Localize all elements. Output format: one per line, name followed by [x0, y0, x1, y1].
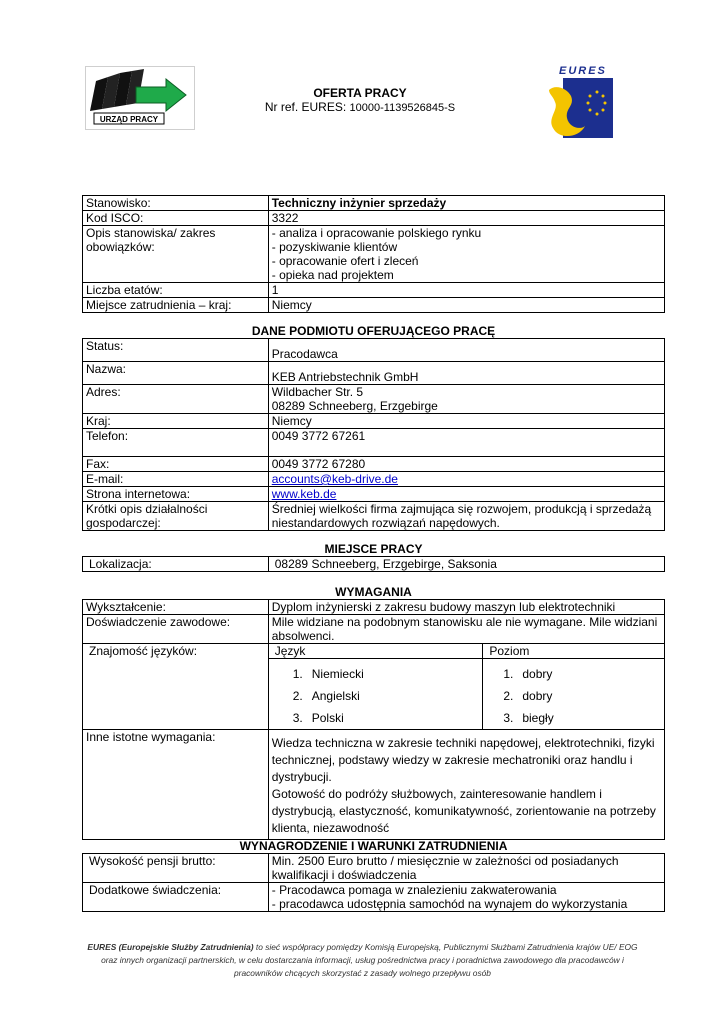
table-row: [83, 283, 665, 298]
table-row: [83, 615, 665, 644]
benefits-value: [268, 883, 664, 912]
language-name: Niemiecki: [311, 667, 364, 681]
job-table: [82, 195, 665, 313]
page-title: OFERTA PRACY: [313, 86, 407, 100]
table-row: [83, 298, 665, 313]
status-value: Pracodawca: [268, 339, 664, 362]
employer-table: [82, 338, 665, 531]
adres-value: [268, 385, 664, 414]
footer-line: oraz innych organizacji partnerskich, w celu dostarczania informacji, usług pośrednictwa pracy i poradnictwa zawodowego dla pracodawców i: [101, 955, 624, 965]
benefit-line: - pracodawca udostępnia samochód na wynajem do wykorzystania: [271, 897, 628, 911]
list-item: - opracowanie ofert i zleceń: [271, 254, 419, 268]
adres-label: Adres:: [83, 385, 269, 414]
ref-number: 10000-1139526845-S: [349, 102, 456, 114]
table-row: [83, 429, 665, 457]
benefits-label: Dodatkowe świadczenia:: [83, 883, 269, 912]
table-row: [83, 339, 665, 362]
fax-value: 0049 3772 67280: [268, 457, 664, 472]
table-row: [83, 226, 665, 283]
kraj-label: Kraj:: [83, 414, 269, 429]
table-row: [83, 472, 665, 487]
level-column-header: Poziom: [483, 644, 665, 659]
experience-label: Doświadczenie zawodowe:: [83, 615, 269, 644]
salary-table: [82, 853, 665, 912]
footer-bold: EURES (Europejskie Służby Zatrudnienia): [87, 942, 254, 952]
language-name: Angielski: [311, 689, 360, 703]
opis-label: Opis stanowiska/ zakres obowiązków:: [83, 226, 269, 283]
reference-number: [200, 100, 520, 114]
table-row: [83, 362, 665, 385]
footer-line: pracowników chcących skorzystać z zasady wolnego przepływu osób: [234, 968, 491, 978]
table-row: [83, 644, 665, 659]
table-row: [83, 502, 665, 531]
list-item: - opieka nad projektem: [271, 268, 394, 282]
table-row: [83, 385, 665, 414]
location-label: Lokalizacja:: [83, 557, 269, 572]
table-row: [83, 487, 665, 502]
table-row: [83, 730, 665, 840]
www-label: Strona internetowa:: [83, 487, 269, 502]
salary-label: Wysokość pensji brutto:: [83, 854, 269, 883]
adres-line: Wildbacher Str. 5: [271, 385, 364, 399]
table-row: [83, 557, 665, 572]
language-column-header: Język: [268, 644, 483, 659]
kraj-value: Niemcy: [268, 414, 664, 429]
isco-label: Kod ISCO:: [83, 211, 269, 226]
other-requirements-label: Inne istotne wymagania:: [83, 730, 269, 840]
email-label: E-mail:: [83, 472, 269, 487]
requirements-section-title: WYMAGANIA: [335, 585, 412, 599]
languages-label: Znajomość języków:: [83, 644, 269, 730]
language-level: dobry: [522, 667, 553, 681]
footer-note: [60, 941, 665, 980]
requirements-table: [82, 599, 665, 840]
business-description-label: Krótki opis działalności gospodarczej:: [83, 502, 269, 531]
table-row: [83, 457, 665, 472]
list-item: 2. dobry: [503, 689, 553, 703]
language-level: biegły: [522, 711, 554, 725]
benefit-line: - Pracodawca pomaga w znalezieniu zakwaterowania: [271, 883, 557, 897]
list-item: - pozyskiwanie klientów: [271, 240, 398, 254]
table-row: [83, 854, 665, 883]
eures-logo: [545, 62, 617, 142]
business-description-value: Średniej wielkości firma zajmująca się rozwojem, produkcją i sprzedażą niestandardowych rozwiązań napędowych.: [268, 502, 664, 531]
fax-label: Fax:: [83, 457, 269, 472]
employer-section-title: DANE PODMIOTU OFERUJĄCEGO PRACĘ: [251, 324, 496, 338]
telefon-label: Telefon:: [83, 429, 269, 457]
urzad-pracy-logo: [85, 66, 195, 130]
status-label: Status:: [83, 339, 269, 362]
etaty-value: 1: [268, 283, 664, 298]
list-item: 2. Angielski: [292, 689, 360, 703]
location-section-title: MIEJSCE PRACY: [324, 542, 423, 556]
nazwa-value: KEB Antriebstechnik GmbH: [268, 362, 664, 385]
other-requirements-value: [268, 730, 664, 840]
email-link[interactable]: accounts@keb-drive.de: [271, 472, 398, 486]
language-list: [268, 659, 483, 730]
table-row: [83, 211, 665, 226]
other-requirements-paragraph: Wiedza techniczna w zakresie techniki napędowej, elektrotechniki, fizyki technicznej, podstawy wiedzy w zakresie mechatroniki oraz handlu i dystrybucji.: [271, 736, 655, 784]
isco-value: 3322: [268, 211, 664, 226]
stanowisko-value: Techniczny inżynier sprzedaży: [268, 196, 664, 211]
telefon-value: 0049 3772 67261: [268, 429, 664, 457]
location-value: 08289 Schneeberg, Erzgebirge, Saksonia: [268, 557, 664, 572]
language-name: Polski: [311, 711, 344, 725]
stanowisko-label: Stanowisko:: [83, 196, 269, 211]
table-row: [83, 414, 665, 429]
table-row: [83, 196, 665, 211]
experience-value: Mile widziane na podobnym stanowisku ale nie wymagane. Mile widziani absolwenci.: [268, 615, 664, 644]
list-item: 3. Polski: [292, 711, 344, 725]
footer-line: to sieć współpracy pomiędzy Komisją Europejską, Publicznymi Służbami Zatrudnienia krajów UE/ EOG: [253, 942, 638, 952]
opis-list: [268, 226, 664, 283]
location-table: [82, 556, 665, 572]
adres-line: 08289 Schneeberg, Erzgebirge: [271, 399, 438, 413]
etaty-label: Liczba etatów:: [83, 283, 269, 298]
nazwa-label: Nazwa:: [83, 362, 269, 385]
miejsce-value: Niemcy: [268, 298, 664, 313]
education-value: Dyplom inżynierski z zakresu budowy maszyn lub elektrotechniki: [268, 600, 664, 615]
list-item: 3. biegły: [503, 711, 554, 725]
language-level: dobry: [522, 689, 553, 703]
list-item: 1. Niemiecki: [292, 667, 364, 681]
logo-left-text: URZĄD PRACY: [99, 115, 159, 124]
level-list: [483, 659, 665, 730]
salary-value: Min. 2500 Euro brutto / miesięcznie w zależności od posiadanych kwalifikacji i doświadczenia: [268, 854, 664, 883]
ref-prefix: Nr ref. EURES:: [264, 100, 350, 114]
education-label: Wykształcenie:: [83, 600, 269, 615]
list-item: 1. dobry: [503, 667, 553, 681]
website-link[interactable]: www.keb.de: [271, 487, 337, 501]
miejsce-label: Miejsce zatrudnienia – kraj:: [83, 298, 269, 313]
list-item: - analiza i opracowanie polskiego rynku: [271, 226, 482, 240]
eures-logo-text: EURES: [559, 65, 607, 77]
table-row: [83, 883, 665, 912]
table-row: [83, 600, 665, 615]
salary-section-title: WYNAGRODZENIE I WARUNKI ZATRUDNIENIA: [239, 839, 508, 853]
other-requirements-paragraph: Gotowość do podróży służbowych, zainteresowanie handlem i dystrybucją, elastyczność, komunikatywność, zorientowanie na potrzeby klienta, niezawodność: [271, 787, 656, 835]
